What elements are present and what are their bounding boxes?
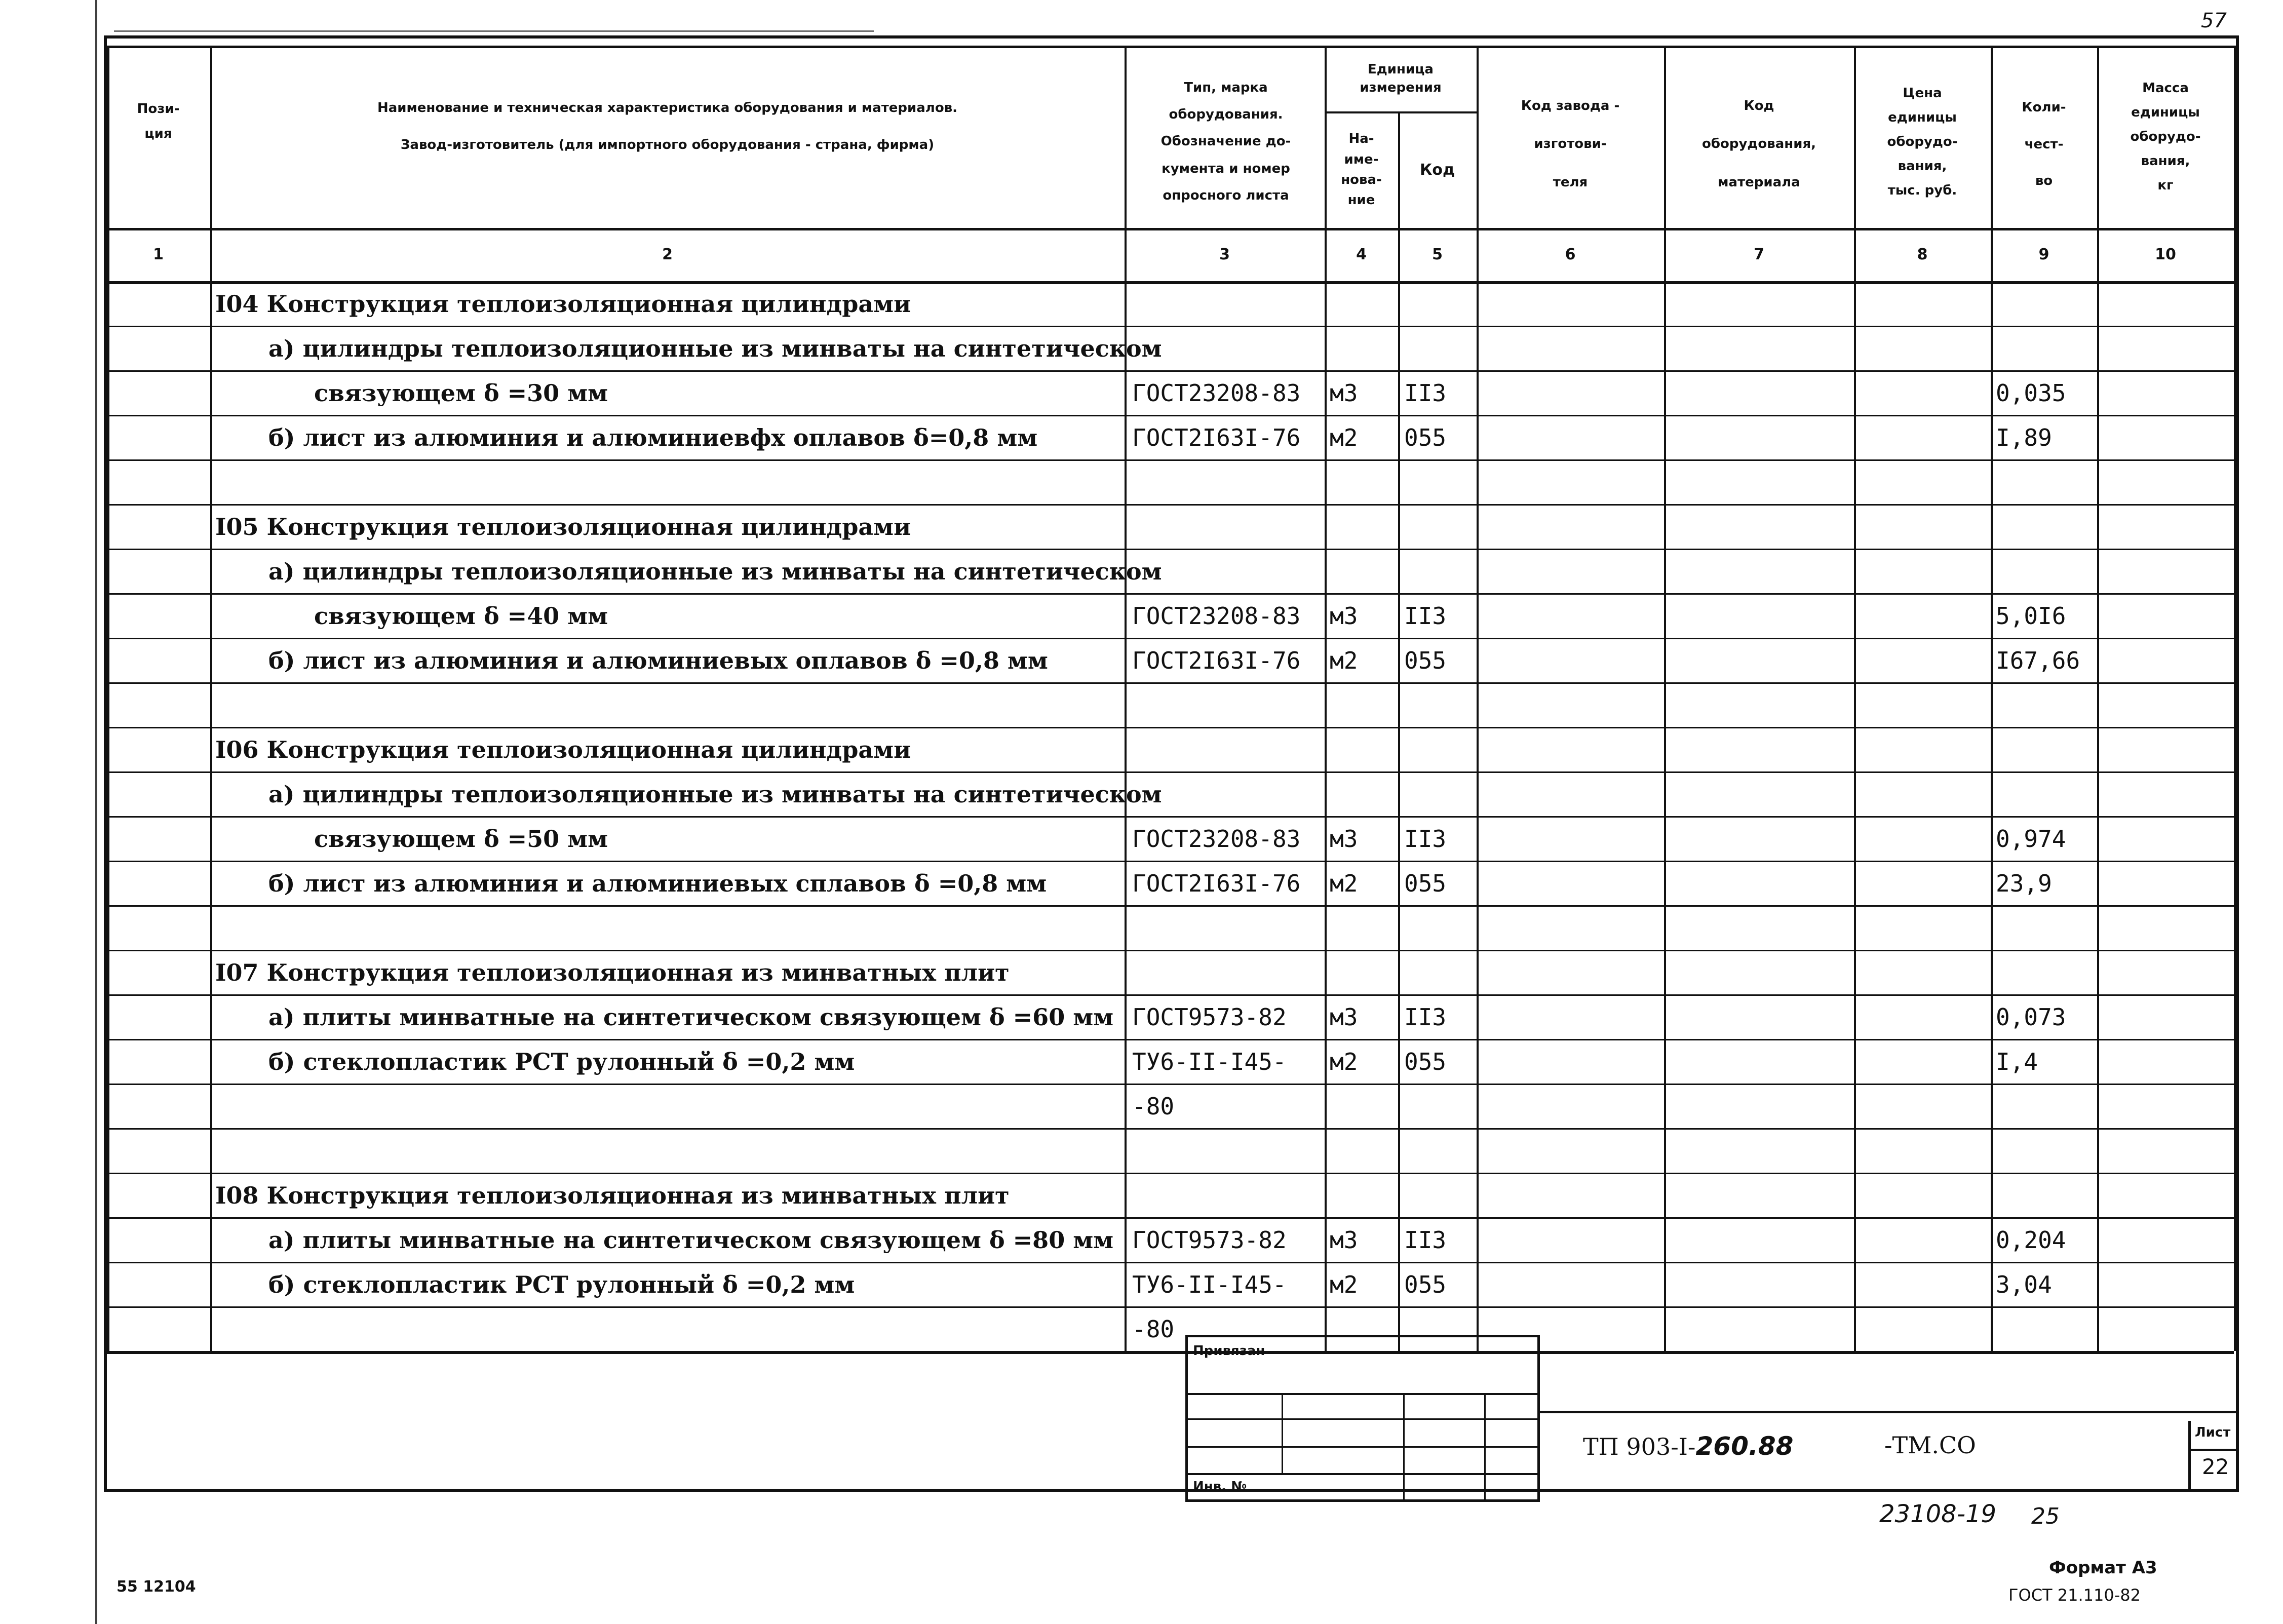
header-unit-group: Единица измерения [1360,61,1442,95]
sheet-number: 22 [2202,1454,2229,1479]
row-line [106,950,2234,951]
row-document: ГОСТ2I63I-76 [1132,424,1301,451]
row-unit-name: м2 [1330,424,1358,451]
column-line [1664,46,1666,1351]
row-unit-code: II3 [1404,825,1447,853]
row-line [106,771,2234,773]
row-document: -80 [1132,1316,1175,1343]
column-number: 8 [1917,246,1928,263]
row-description: I06 Конструкция теплоизоляционная цилиндрами [215,736,911,763]
column-line [2097,46,2099,1351]
row-line [106,1128,2234,1130]
row-unit-code: 055 [1404,647,1447,674]
header-name-line1: Наименование и техническая характеристика оборудования и материалов. [377,100,958,116]
row-document: ГОСТ2I63I-76 [1132,647,1301,674]
column-number: 1 [153,246,164,263]
row-quantity: 0,974 [1996,825,2066,853]
column-number: 3 [1219,246,1230,263]
row-unit-code: 055 [1404,1048,1447,1075]
row-unit-code: 055 [1404,424,1447,451]
header-mass: Масса единицы оборудо- вания, кг [2130,80,2201,194]
row-document: ГОСТ23208-83 [1132,379,1301,407]
row-document: ГОСТ2I63I-76 [1132,870,1301,897]
header-quantity: Коли- чест- во [2022,99,2066,189]
row-document: -80 [1132,1093,1175,1120]
row-unit-code: II3 [1404,379,1447,407]
row-quantity: 0,035 [1996,379,2066,407]
row-line [106,1306,2234,1308]
row-quantity: 3,04 [1996,1271,2052,1298]
column-number: 9 [2038,246,2049,263]
row-quantity: 23,9 [1996,870,2052,897]
row-unit-code: II3 [1404,1003,1447,1031]
document-code-hand: 260.88 [1695,1432,1794,1461]
header-top-line [106,46,2234,48]
row-line [106,370,2234,372]
row-unit-name: м2 [1330,647,1358,674]
row-unit-name: м3 [1330,1003,1358,1031]
row-line [106,549,2234,550]
row-document: ТУ6-II-I45- [1132,1271,1287,1298]
row-unit-code: 055 [1404,1271,1447,1298]
row-description: а) плиты минватные на синтетическом связующем δ =60 мм [268,1003,1114,1031]
row-line [106,816,2234,818]
row-description: а) цилиндры теплоизоляционные из минваты на синтетическом [268,781,1162,808]
row-quantity: I,4 [1996,1048,2038,1075]
document-code [1583,1434,1793,1459]
row-line [106,1084,2234,1085]
privyazan-label: Привязан [1193,1343,1265,1359]
body-top-line [106,281,2234,284]
header-price: Цена единицы оборудо- вания, тыс. руб. [1887,85,1958,199]
row-quantity: I,89 [1996,424,2052,451]
row-line [106,905,2234,907]
row-line [106,682,2234,684]
column-line [106,46,109,1351]
row-unit-name: м2 [1330,1271,1358,1298]
column-number: 6 [1565,246,1576,263]
header-unit-name: На- име- нова- ние [1341,131,1382,208]
column-line [1854,46,1856,1351]
header-name-line2: Завод-изготовитель (для импортного оборудования - страна, фирма) [400,137,935,152]
gost-label: ГОСТ 21.110-82 [2008,1586,2141,1605]
corner-page-number: 57 [2201,9,2227,32]
column-number: 10 [2155,246,2176,263]
row-unit-name: м3 [1330,602,1358,630]
row-description: I07 Конструкция теплоизоляционная из минватных плит [215,959,1010,986]
column-line [1325,46,1327,1351]
row-document: ГОСТ9573-82 [1132,1003,1287,1031]
unit-group-line [1325,111,1477,113]
row-description: б) стеклопластик РСТ рулонный δ =0,2 мм [268,1271,855,1298]
row-line [106,1173,2234,1174]
row-description: а) цилиндры теплоизоляционные из минваты на синтетическом [268,335,1162,362]
header-bottom-line [106,228,2234,230]
sheet-box [2188,1421,2236,1492]
column-line [2234,46,2237,1351]
header-type: Тип, марка оборудования. Обозначение до- кумента и номер опросного листа [1160,80,1291,203]
body-bottom-line [106,1351,2234,1354]
format-label: Формат А3 [2049,1558,2157,1578]
handwritten-page: 25 [2031,1503,2060,1529]
row-description: б) стеклопластик РСТ рулонный δ =0,2 мм [268,1048,855,1075]
column-number: 4 [1356,246,1367,263]
handwritten-number: 23108-19 [1879,1500,1997,1528]
row-description: б) лист из алюминия и алюминиевых сплавов δ =0,8 мм [268,870,1047,897]
row-line [106,1039,2234,1040]
row-line [106,459,2234,461]
left-code: 55 12104 [117,1578,196,1596]
row-quantity: 0,204 [1996,1226,2066,1254]
row-description: I04 Конструкция теплоизоляционная цилиндрами [215,290,911,318]
row-line [106,994,2234,996]
row-unit-code: 055 [1404,870,1447,897]
row-quantity: I67,66 [1996,647,2080,674]
row-quantity: 5,0I6 [1996,602,2066,630]
row-description: б) лист из алюминия и алюминиевфх оплавов δ=0,8 мм [268,424,1038,451]
document-code-suffix: -ТМ.СО [1884,1432,1976,1459]
row-line [106,1262,2234,1263]
column-line [1125,46,1127,1351]
row-description: связующем δ =30 мм [314,379,608,407]
row-line [106,504,2234,506]
row-line [106,415,2234,416]
row-description: связующем δ =40 мм [314,602,608,630]
row-description: б) лист из алюминия и алюминиевых оплавов δ =0,8 мм [268,647,1048,674]
row-document: ГОСТ23208-83 [1132,602,1301,630]
approval-box [1185,1335,1540,1502]
document-code-prefix: ТП 903-I- [1583,1433,1696,1460]
header-equipment-code: Код оборудования, материала [1701,98,1816,190]
row-unit-name: м3 [1330,379,1358,407]
row-line [106,593,2234,595]
row-line [106,638,2234,639]
column-line [1477,46,1479,1351]
row-quantity: 0,073 [1996,1003,2066,1031]
row-unit-name: м2 [1330,870,1358,897]
column-line [210,46,212,1351]
row-unit-code: II3 [1404,1226,1447,1254]
row-line [106,861,2234,862]
row-unit-name: м2 [1330,1048,1358,1075]
header-name [210,89,1125,165]
row-description: I08 Конструкция теплоизоляционная из минватных плит [215,1182,1010,1209]
row-unit-name: м3 [1330,1226,1358,1254]
column-number: 5 [1432,246,1443,263]
row-document: ГОСТ9573-82 [1132,1226,1287,1254]
column-line [1398,111,1400,1351]
row-line [106,1217,2234,1219]
row-document: ТУ6-II-I45- [1132,1048,1287,1075]
row-unit-name: м3 [1330,825,1358,853]
inventory-number-label: Инв. № [1193,1479,1247,1494]
row-description: I05 Конструкция теплоизоляционная цилиндрами [215,513,911,540]
sheet-label: Лист [2195,1425,2231,1440]
row-unit-code: II3 [1404,602,1447,630]
column-number: 2 [662,246,673,263]
column-line [1991,46,1993,1351]
header-position: Пози- ция [137,101,180,141]
header-unit-code: Код [1419,161,1455,179]
row-document: ГОСТ23208-83 [1132,825,1301,853]
row-description: а) плиты минватные на синтетическом связующем δ =80 мм [268,1226,1114,1254]
row-description: а) цилиндры теплоизоляционные из минваты на синтетическом [268,558,1162,585]
row-description: связующем δ =50 мм [314,825,608,853]
row-line [106,326,2234,327]
column-number: 7 [1754,246,1764,263]
header-factory-code: Код завода - изготови- теля [1521,98,1620,190]
row-line [106,727,2234,728]
